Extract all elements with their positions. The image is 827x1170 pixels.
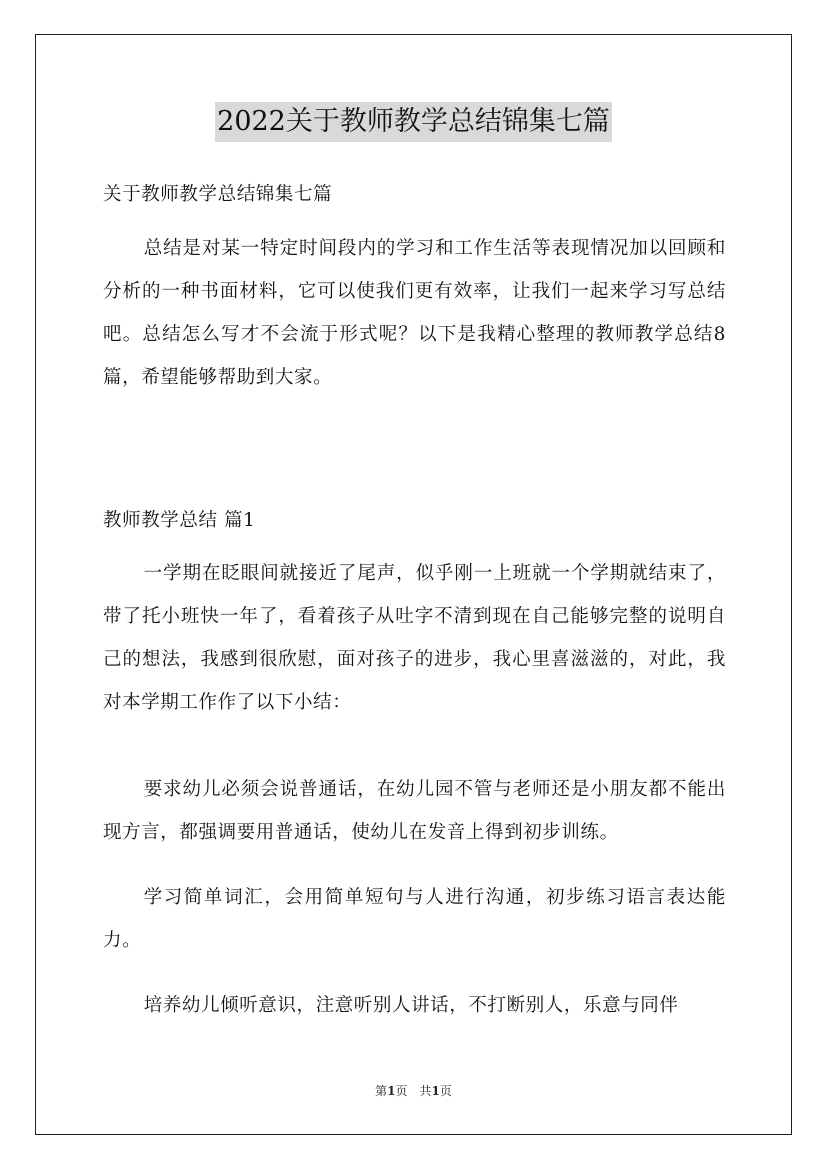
section-paragraph: 要求幼儿必须会说普通话，在幼儿园不管与老师还是小朋友都不能出现方言，都强调要用普通话，使幼儿在发音上得到初步训练。 (103, 779, 726, 843)
footer-suffix: 页 (439, 1084, 452, 1098)
section-paragraph: 一学期在眨眼间就接近了尾声，似乎刚一上班就一个学期就结束了，带了托小班快一年了，看着孩子从吐字不清到现在自己能够完整的说明自己的想法，我感到很欣慰，面对孩子的进步，我心里喜滋滋的，对此，我对本学期工作作了以下小结： (103, 563, 726, 713)
intro-paragraph: 总结是对某一特定时间段内的学习和工作生活等表现情况加以回顾和分析的一种书面材料，它可以使我们更有效率，让我们一起来学习写总结吧。总结怎么写才不会流于形式呢？以下是我精心整理的教师教学总结8篇，希望能够帮助到大家。 (103, 238, 726, 388)
footer-total-pages: 1 (431, 1084, 440, 1098)
section-heading: 教师教学总结 篇1 (103, 510, 256, 531)
section-paragraph: 培养幼儿倾听意识，注意听别人讲话，不打断别人，乐意与同伴 (143, 995, 679, 1016)
section-paragraph: 学习简单词汇，会用简单短句与人进行沟通，初步练习语言表达能力。 (103, 887, 726, 951)
document-title: 2022关于教师教学总结锦集七篇 (215, 102, 612, 142)
title-container (0, 102, 827, 142)
footer-current-page: 1 (387, 1084, 396, 1098)
footer-mid: 页 共 (395, 1084, 432, 1098)
document-subtitle: 关于教师教学总结锦集七篇 (103, 184, 333, 205)
page-footer (0, 1082, 827, 1099)
footer-prefix: 第 (375, 1084, 388, 1098)
